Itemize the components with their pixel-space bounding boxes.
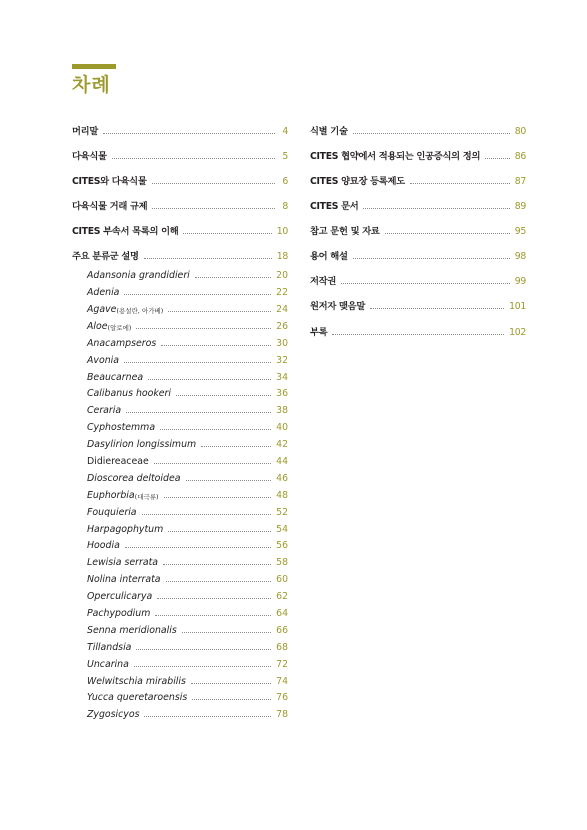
- toc-subentry-suffix: (알로에): [107, 323, 132, 332]
- toc-entry-label: 머리말: [72, 125, 99, 137]
- toc-subentry-label: Pachypodium: [87, 607, 151, 619]
- leader-dots: [195, 277, 271, 278]
- toc-entry-page: 18: [276, 251, 288, 263]
- leader-dots: [144, 258, 272, 259]
- toc-subentry-page: 56: [276, 540, 288, 552]
- toc-entry[interactable]: [72, 245, 288, 262]
- toc-subentry-label: Operculicarya: [87, 591, 153, 603]
- leader-dots: [154, 463, 271, 464]
- leader-dots: [144, 716, 271, 717]
- toc-entry[interactable]: [310, 321, 526, 338]
- leader-dots: [126, 412, 271, 413]
- toc-subentry-label: Nolina interrata: [87, 574, 161, 586]
- toc-entry[interactable]: [72, 195, 288, 212]
- toc-entry-page: 89: [514, 201, 526, 213]
- toc-right-column: [310, 120, 526, 338]
- toc-entry-page: 6: [282, 176, 288, 188]
- toc-entry-label: CITES와 다육식물: [72, 176, 147, 188]
- toc-subentry[interactable]: [72, 281, 288, 298]
- toc-subentry[interactable]: [72, 619, 288, 636]
- toc-subentry[interactable]: [72, 399, 288, 416]
- toc-subentry[interactable]: [72, 687, 288, 704]
- toc-subentry-page: 30: [276, 337, 288, 349]
- toc-entry-page: 86: [514, 150, 526, 162]
- toc-subentry[interactable]: [72, 703, 288, 720]
- leader-dots: [353, 258, 510, 259]
- leader-dots: [134, 666, 271, 667]
- toc-subentry[interactable]: [72, 636, 288, 653]
- leader-dots: [363, 208, 509, 209]
- toc-entry[interactable]: [310, 145, 526, 162]
- leader-dots: [136, 649, 271, 650]
- leader-dots: [125, 547, 271, 548]
- page-title: 차례: [72, 74, 111, 96]
- toc-entry-label: 식별 기술: [310, 125, 348, 137]
- toc-entry[interactable]: [310, 245, 526, 262]
- toc-subentry-page: 66: [276, 624, 288, 636]
- toc-entry-page: 87: [514, 176, 526, 188]
- toc-subentry-label: Beaucarnea: [87, 371, 144, 383]
- toc-subentry[interactable]: [72, 366, 288, 383]
- leader-dots: [160, 429, 271, 430]
- toc-subentry-page: 40: [276, 422, 288, 434]
- toc-subentry-label: Cyphostemma: [87, 422, 156, 434]
- toc-entry-page: 80: [514, 125, 526, 137]
- leader-dots: [191, 683, 271, 684]
- toc-entry-label: 다육식물 거래 규제: [72, 201, 148, 213]
- toc-subentry-page: 60: [276, 574, 288, 586]
- toc-subentry[interactable]: [72, 551, 288, 568]
- toc-subentry-page: 36: [276, 388, 288, 400]
- toc-entry-page: 10: [276, 226, 288, 238]
- leader-dots: [385, 233, 510, 234]
- toc-entry-label: 용어 해설: [310, 251, 348, 263]
- toc-subentry-label: Uncarina: [87, 658, 129, 670]
- toc-subentry-page: 62: [276, 591, 288, 603]
- leader-dots: [341, 283, 510, 284]
- toc-subentry-page: 54: [276, 523, 288, 535]
- toc-entry-label: 참고 문헌 및 자료: [310, 226, 380, 238]
- toc-subentry-label: Welwitschia mirabilis: [87, 675, 186, 687]
- toc-entry[interactable]: [72, 170, 288, 187]
- toc-subentry[interactable]: [72, 501, 288, 518]
- toc-entry[interactable]: [72, 120, 288, 137]
- toc-subentry-page: 22: [276, 287, 288, 299]
- leader-dots: [192, 699, 271, 700]
- toc-subentry-label: Aloe: [87, 320, 108, 332]
- leader-dots: [136, 328, 271, 329]
- leader-dots: [353, 133, 510, 134]
- toc-subentry[interactable]: [72, 298, 288, 315]
- toc-entry-page: 101: [509, 301, 526, 313]
- leader-dots: [183, 233, 271, 234]
- leader-dots: [112, 158, 275, 159]
- toc-entry[interactable]: [310, 195, 526, 212]
- toc-entry-page: 99: [514, 276, 526, 288]
- toc-entry-page: 8: [282, 201, 288, 213]
- toc-entry-label: 원저자 맺음말: [310, 301, 366, 313]
- toc-subentry-label: Avonia: [87, 354, 119, 366]
- leader-dots: [485, 158, 510, 159]
- leader-dots: [176, 395, 271, 396]
- toc-subentry-page: 38: [276, 405, 288, 417]
- leader-dots: [163, 564, 271, 565]
- leader-dots: [152, 208, 275, 209]
- toc-entry-page: 4: [282, 125, 288, 137]
- leader-dots: [201, 446, 271, 447]
- toc-subentry-page: 20: [276, 270, 288, 282]
- toc-subentry-page: 76: [276, 692, 288, 704]
- leader-dots: [157, 598, 271, 599]
- toc-entry-label: CITES 양묘장 등록제도: [310, 176, 405, 188]
- toc-subentry[interactable]: [72, 332, 288, 349]
- leader-dots: [168, 531, 271, 532]
- leader-dots: [148, 379, 271, 380]
- toc-entry-label: 부록: [310, 326, 328, 338]
- toc-subentry-label: Dioscorea deltoidea: [87, 472, 181, 484]
- toc-entry-page: 5: [282, 150, 288, 162]
- leader-dots: [166, 581, 272, 582]
- toc-subentry-label: Adenia: [87, 287, 120, 299]
- toc-subentry[interactable]: [72, 416, 288, 433]
- toc-entry[interactable]: [310, 170, 526, 187]
- toc-subentry-label: Calibanus hookeri: [87, 388, 172, 400]
- toc-subentry-suffix: (용설란, 아가베): [116, 306, 164, 315]
- toc-subentry-label: Hoodia: [87, 540, 120, 552]
- leader-dots: [182, 632, 271, 633]
- toc-entry[interactable]: [310, 120, 526, 137]
- toc-subentry-page: 58: [276, 557, 288, 569]
- toc-entry-label: CITES 부속서 목록의 이해: [72, 226, 179, 238]
- toc-entry-label: 저작권: [310, 276, 337, 288]
- toc-subentry[interactable]: [72, 467, 288, 484]
- toc-subentry[interactable]: [72, 450, 288, 467]
- toc-subentry[interactable]: [72, 349, 288, 366]
- toc-subentry[interactable]: [72, 383, 288, 400]
- toc-subentry[interactable]: [72, 602, 288, 619]
- toc-subentry-page: 46: [276, 472, 288, 484]
- toc-subentry-page: 78: [276, 709, 288, 721]
- toc-subentry-label: Zygosicyos: [87, 709, 140, 721]
- toc-subentry[interactable]: [72, 653, 288, 670]
- toc-subentry-page: 64: [276, 607, 288, 619]
- leader-dots: [370, 308, 504, 309]
- toc-subentry[interactable]: [72, 315, 288, 332]
- toc-subentry-page: 48: [276, 489, 288, 501]
- leader-dots: [168, 311, 271, 312]
- toc-subentry[interactable]: [72, 670, 288, 687]
- toc-subentry-page: 44: [276, 455, 288, 467]
- leader-dots: [332, 334, 504, 335]
- toc-subentry[interactable]: [72, 264, 288, 281]
- title-accent-bar: [72, 64, 116, 69]
- toc-subentry-page: 32: [276, 354, 288, 366]
- toc-subentry[interactable]: [72, 585, 288, 602]
- leader-dots: [161, 345, 271, 346]
- leader-dots: [155, 615, 271, 616]
- toc-subentry-label: Fouquieria: [87, 506, 137, 518]
- leader-dots: [164, 497, 272, 498]
- toc-entry[interactable]: [72, 145, 288, 162]
- toc-entry-label: 다육식물: [72, 150, 107, 162]
- toc-subentry-label: Harpagophytum: [87, 523, 164, 535]
- toc-entry-label: 주요 분류군 설명: [72, 251, 139, 263]
- toc-subentry-label: Euphorbia: [87, 489, 135, 501]
- toc-subentry[interactable]: [72, 535, 288, 552]
- toc-entry-page: 98: [514, 251, 526, 263]
- toc-entry[interactable]: [310, 220, 526, 237]
- toc-subentry-label: Dasylirion longissimum: [87, 439, 197, 451]
- toc-entry[interactable]: [72, 220, 288, 237]
- leader-dots: [142, 514, 272, 515]
- toc-entry-label: CITES 문서: [310, 201, 359, 213]
- toc-subentry-label: Tillandsia: [87, 641, 132, 653]
- toc-subentry-page: 72: [276, 658, 288, 670]
- toc-subentry-page: 74: [276, 675, 288, 687]
- toc-subentry-page: 26: [276, 320, 288, 332]
- leader-dots: [103, 133, 275, 134]
- leader-dots: [124, 294, 271, 295]
- toc-subentry[interactable]: [72, 484, 288, 501]
- toc-subentry-label: Senna meridionalis: [87, 624, 177, 636]
- toc-entry-page: 95: [514, 226, 526, 238]
- toc-subentry-label: Agave: [87, 303, 117, 315]
- toc-subentry-page: 68: [276, 641, 288, 653]
- toc-subentry-label: Didiereaceae: [87, 455, 149, 467]
- toc-subentry-suffix: (대극류): [134, 492, 159, 501]
- toc-subentry[interactable]: [72, 518, 288, 535]
- toc-subentry[interactable]: [72, 568, 288, 585]
- toc-left-column: [72, 120, 288, 720]
- toc-entry-label: CITES 협약에서 적용되는 인공증식의 정의: [310, 150, 481, 162]
- toc-subentry-label: Anacampseros: [87, 337, 157, 349]
- toc-subentry-label: Adansonia grandidieri: [87, 270, 190, 282]
- leader-dots: [186, 480, 272, 481]
- leader-dots: [152, 183, 275, 184]
- leader-dots: [124, 362, 271, 363]
- toc-entry[interactable]: [310, 296, 526, 313]
- toc-subentry-label: Ceraria: [87, 405, 122, 417]
- leader-dots: [410, 183, 510, 184]
- toc-subentry-page: 24: [276, 303, 288, 315]
- toc-subentry-label: Lewisia serrata: [87, 557, 159, 569]
- toc-subentry-page: 42: [276, 439, 288, 451]
- toc-subentry-label: Yucca queretaroensis: [87, 692, 188, 704]
- toc-entry[interactable]: [310, 270, 526, 287]
- toc-entry-page: 102: [509, 326, 526, 338]
- toc-subentry[interactable]: [72, 433, 288, 450]
- toc-subentry-page: 34: [276, 371, 288, 383]
- toc-subentry-page: 52: [276, 506, 288, 518]
